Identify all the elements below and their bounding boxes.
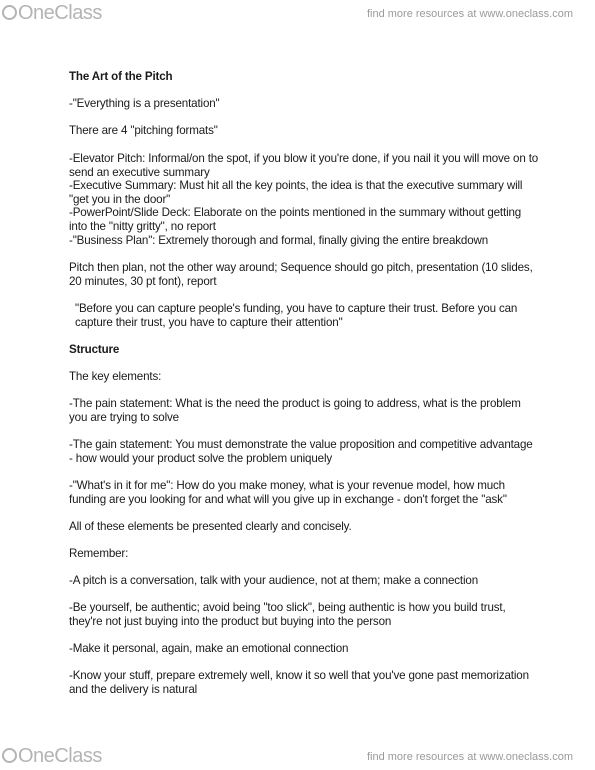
document-title: The Art of the Pitch — [69, 70, 173, 83]
logo-text: OneClass — [18, 2, 102, 24]
paragraph-personal: -Make it personal, again, make an emotional connection — [69, 642, 349, 655]
page-footer — [0, 745, 595, 770]
paragraph-formats-intro: There are 4 "pitching formats" — [69, 124, 218, 137]
format-powerpoint: -PowerPoint/Slide Deck: Elaborate on the points mentioned in the summary without getting into the "nitty gritty", no report — [69, 206, 522, 233]
formats-list — [69, 152, 539, 247]
paragraph-be-yourself: -Be yourself, be authentic; avoid being "too slick", being authentic is how you build trust, they're not just buying into the product but buying into the person — [69, 601, 506, 628]
oneclass-logo-footer[interactable] — [2, 745, 102, 768]
paragraph-gain: -The gain statement: You must demonstrate the value proposition and competitive advantage - how would your product solve the problem uniquely — [69, 438, 533, 465]
paragraph-sequence: Pitch then plan, not the other way around; Sequence should go pitch, presentation (10 slides, 20 minutes, 30 pt font), report — [69, 261, 533, 288]
logo-text: OneClass — [18, 745, 102, 767]
paragraph-conversation: -A pitch is a conversation, talk with your audience, not at them; make a connection — [69, 574, 479, 587]
oneclass-logo[interactable] — [2, 2, 102, 25]
paragraph-whats-in-it: -"What's in it for me": How do you make money, what is your revenue model, how much funding are you looking for and what will you give up in exchange - don't forget the "ask" — [69, 479, 507, 506]
logo-circle-icon — [2, 748, 17, 763]
quote: "Before you can capture people's funding, you have to capture their trust. Before you can capture their trust, you have to capture their attention" — [75, 302, 518, 329]
paragraph-all-elements: All of these elements be presented clearly and concisely. — [69, 520, 352, 533]
logo-circle-icon — [2, 5, 17, 20]
paragraph-remember: Remember: — [69, 547, 129, 560]
paragraph-key-elements: The key elements: — [69, 370, 162, 383]
format-elevator: -Elevator Pitch: Informal/on the spot, if you blow it you're done, if you nail it you will move on to send an executive summary — [69, 152, 539, 179]
format-business-plan: -"Business Plan": Extremely thorough and formal, finally giving the entire breakdown — [69, 233, 489, 247]
paragraph-pain: -The pain statement: What is the need the product is going to address, what is the problem you are trying to solve — [69, 397, 521, 424]
paragraph-everything: -"Everything is a presentation" — [69, 97, 220, 110]
resources-link[interactable]: find more resources at www.oneclass.com — [366, 8, 573, 20]
page-header — [0, 0, 595, 30]
paragraph-know-stuff: -Know your stuff, prepare extremely well, know it so well that you've gone past memorization and the delivery is natural — [69, 669, 529, 696]
format-executive: -Executive Summary: Must hit all the key points, the idea is that the executive summary will "get you in the door" — [69, 179, 523, 206]
resources-link-footer[interactable]: find more resources at www.oneclass.com — [366, 751, 573, 763]
structure-heading: Structure — [69, 343, 120, 356]
